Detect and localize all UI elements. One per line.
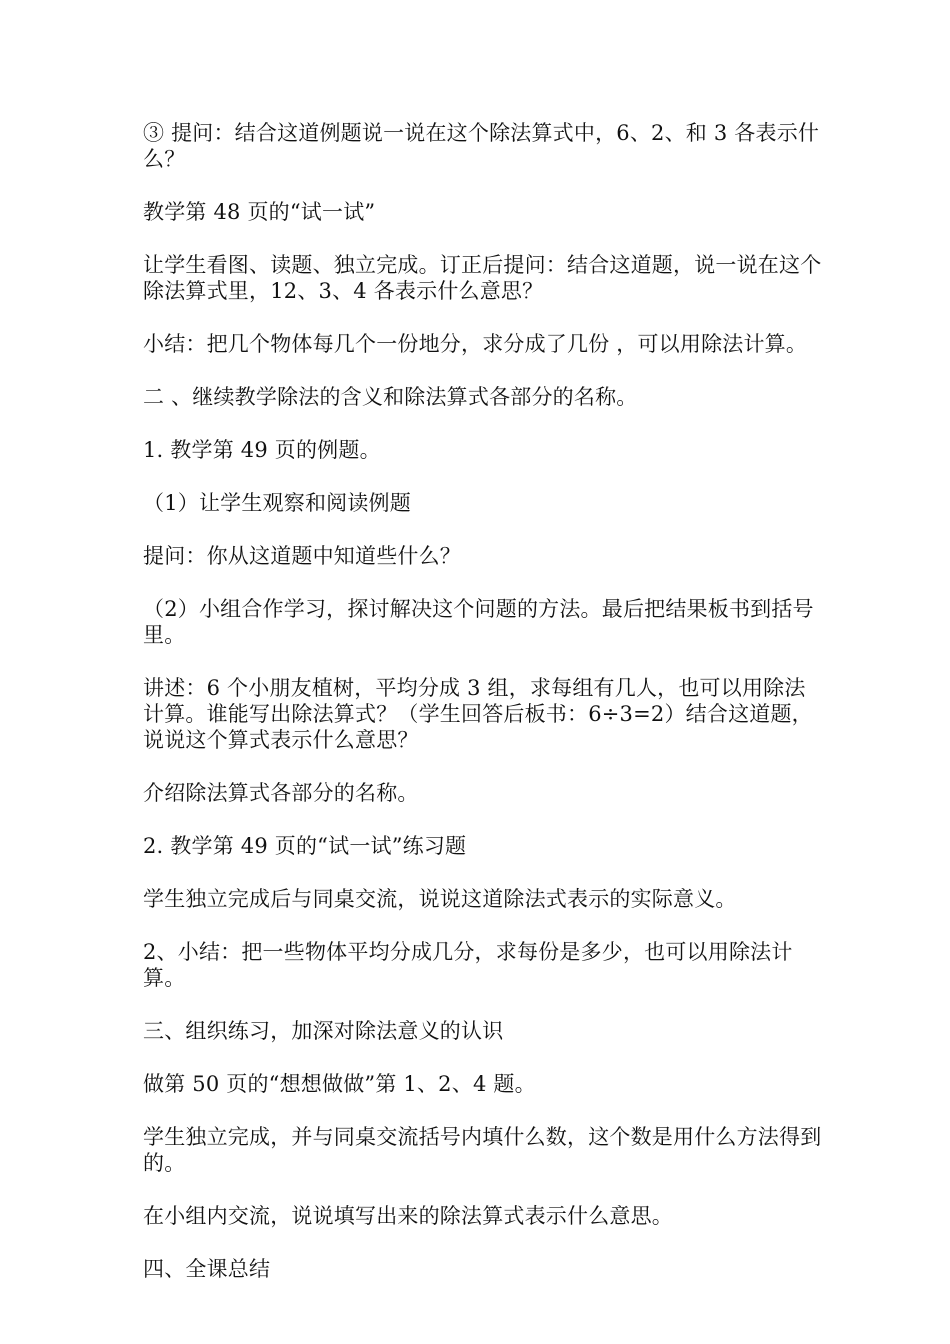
document-body bbox=[143, 120, 823, 1309]
paragraph-observe-read: （1）让学生观察和阅读例题 bbox=[143, 491, 411, 515]
section-heading-3: 三、组织练习，加深对除法意义的认识 bbox=[143, 1019, 504, 1043]
paragraph-page49-try: 2. 教学第 49 页的“试一试”练习题 bbox=[143, 834, 467, 858]
section-heading-2: 二 、继续教学除法的含义和除法算式各部分的名称。 bbox=[143, 385, 638, 409]
paragraph-summary-2: 2、小结：把一些物体平均分成几分，求每份是多少，也可以用除法计算。 bbox=[143, 940, 793, 990]
paragraph-page50-exercise: 做第 50 页的“想想做做”第 1、2、4 题。 bbox=[143, 1072, 536, 1096]
paragraph-introduce-names: 介绍除法算式各部分的名称。 bbox=[143, 781, 419, 805]
paragraph-exchange: 学生独立完成后与同桌交流，说说这道除法式表示的实际意义。 bbox=[143, 887, 737, 911]
paragraph-narration: 讲述：6 个小朋友植树，平均分成 3 组，求每组有几人，也可以用除法计算。谁能写出除法算式？（学生回答后板书：6÷3=2）结合这道题，说说这个算式表示什么意思？ bbox=[143, 676, 813, 752]
paragraph-page49-example: 1. 教学第 49 页的例题。 bbox=[143, 438, 381, 462]
paragraph-question-know: 提问：你从这道题中知道些什么？ bbox=[143, 544, 461, 568]
paragraph-question-meaning: ③ 提问：结合这道例题说一说在这个除法算式中，6、2、和 3 各表示什么？ bbox=[143, 121, 820, 171]
paragraph-group-study: （2）小组合作学习，探讨解决这个问题的方法。最后把结果板书到括号里。 bbox=[143, 597, 814, 647]
paragraph-group-exchange: 在小组内交流，说说填写出来的除法算式表示什么意思。 bbox=[143, 1204, 673, 1228]
paragraph-summary-1: 小结：把几个物体每几个一份地分，求分成了几份 ，可以用除法计算。 bbox=[143, 332, 808, 356]
paragraph-independent: 学生独立完成，并与同桌交流括号内填什么数，这个数是用什么方法得到的。 bbox=[143, 1125, 822, 1175]
paragraph-students-look: 让学生看图、读题、独立完成。订正后提问：结合这道题，说一说在这个除法算式里，12、3、4 各表示什么意思？ bbox=[143, 253, 822, 303]
paragraph-page48-try: 教学第 48 页的“试一试” bbox=[143, 200, 376, 224]
section-heading-4: 四、全课总结 bbox=[143, 1257, 271, 1281]
